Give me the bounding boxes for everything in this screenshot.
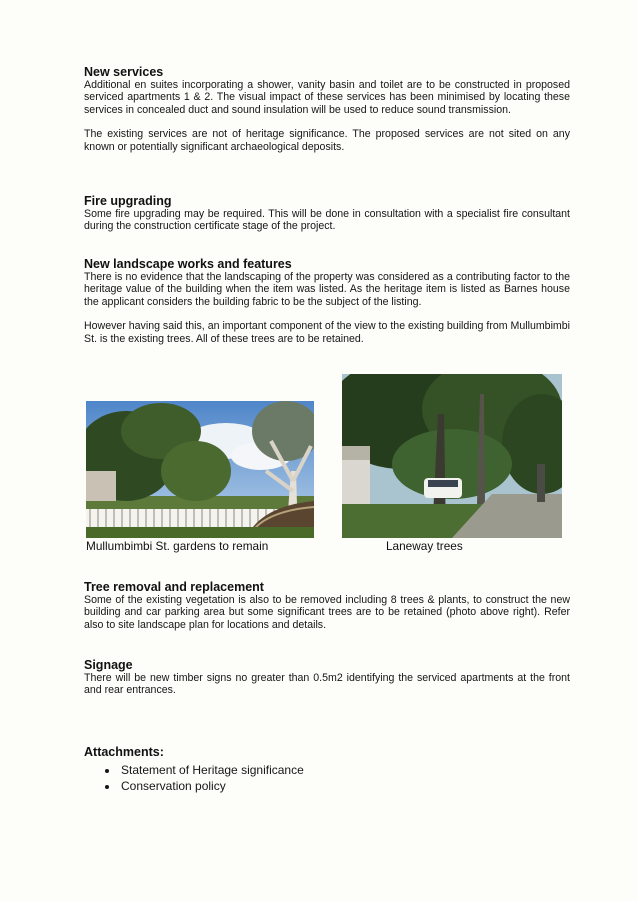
heading-attachments: Attachments: bbox=[84, 745, 164, 759]
heading-new-services: New services bbox=[84, 65, 164, 79]
section-new-services bbox=[84, 65, 570, 153]
paragraph-landscape-2: However having said this, an important component of the view to the existing building from Mullumbimbi St. is the existing trees. All of these trees are to be retained. bbox=[84, 320, 570, 345]
section-landscape bbox=[84, 257, 570, 345]
section-signage bbox=[84, 658, 570, 697]
photo-laneway-trees bbox=[342, 374, 562, 538]
photo-street-gardens-image bbox=[86, 401, 314, 538]
heading-landscape: New landscape works and features bbox=[84, 257, 292, 271]
caption-street-gardens: Mullumbimbi St. gardens to remain bbox=[86, 539, 269, 553]
paragraph-landscape-1: There is no evidence that the landscaping of the property was considered as a contributing factor to the heritage value of the building when the item was listed. As the heritage item is listed as Barnes house the applicant considers the building fabric to be the subject of the listing. bbox=[84, 271, 570, 308]
heading-fire-upgrading: Fire upgrading bbox=[84, 194, 172, 208]
section-fire-upgrading bbox=[84, 194, 570, 233]
list-item: • Conservation policy bbox=[119, 778, 570, 794]
paragraph-new-services-2: The existing services are not of heritage significance. The proposed services are not sited on any known or potentially significant archaeological deposits. bbox=[84, 128, 570, 153]
list-item: • Statement of Heritage significance bbox=[119, 762, 570, 778]
heading-signage: Signage bbox=[84, 658, 133, 672]
paragraph-tree-removal: Some of the existing vegetation is also to be removed including 8 trees & plants, to construct the new building and car parking area but some significant trees are to be retained (photo above right). Refer also to site landscape plan for locations and details. bbox=[84, 594, 570, 631]
paragraph-new-services-1: Additional en suites incorporating a shower, vanity basin and toilet are to be constructed in proposed serviced apartments 1 & 2. The visual impact of these services has been minimised by locating these services in concealed duct and sound insulation will be used to reduce sound transmission. bbox=[84, 79, 570, 116]
paragraph-signage: There will be new timber signs no greater than 0.5m2 identifying the serviced apartments at the front and rear entrances. bbox=[84, 672, 570, 697]
heading-tree-removal: Tree removal and replacement bbox=[84, 580, 264, 594]
paragraph-fire-upgrading: Some fire upgrading may be required. This will be done in consultation with a specialist fire consultant during the construction certificate stage of the project. bbox=[84, 208, 570, 233]
section-tree-removal bbox=[84, 580, 570, 631]
caption-laneway-trees: Laneway trees bbox=[386, 539, 463, 553]
section-attachments bbox=[84, 745, 570, 794]
photo-street-gardens bbox=[86, 401, 314, 538]
photo-laneway-trees-image bbox=[342, 374, 562, 538]
attachments-list bbox=[84, 762, 570, 794]
